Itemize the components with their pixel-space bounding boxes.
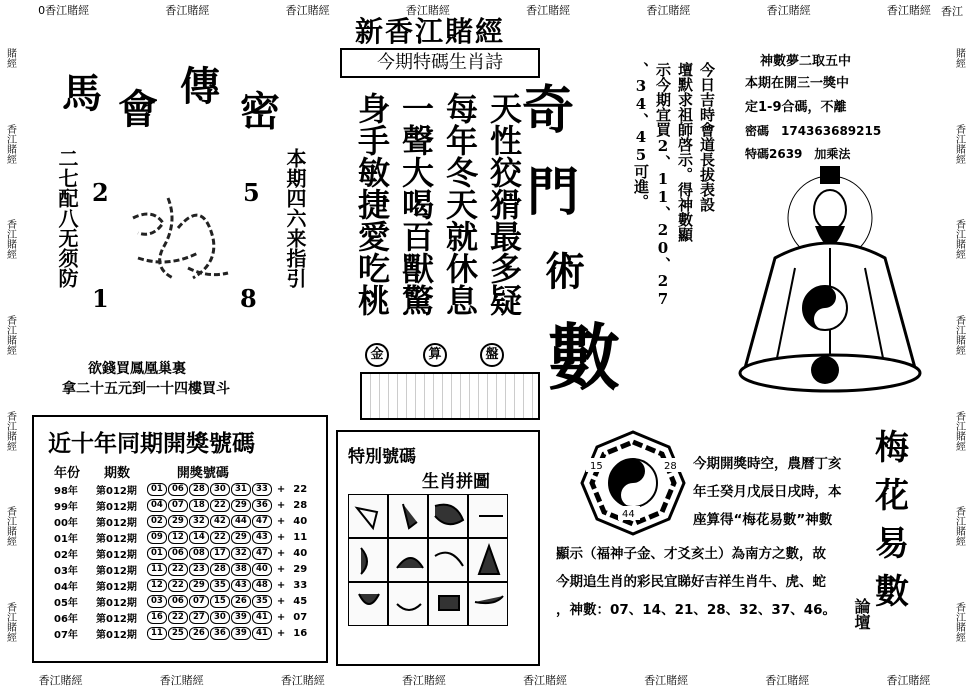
number-ball: 03	[147, 595, 167, 608]
info-line-3: 定1-9合碼，不離	[745, 100, 847, 115]
right-border	[949, 20, 969, 670]
plus-sign: +	[276, 499, 286, 511]
right-col-2: 壇默求祖師啓示。得神數顯	[676, 62, 694, 242]
subtitle-box: 今期特碼生肖詩	[340, 48, 540, 78]
row-numbers	[139, 545, 275, 561]
number-ball: 11	[147, 627, 167, 640]
plus-sign: +	[276, 547, 286, 559]
title-char-1: 馬	[62, 70, 102, 117]
number-ball: 06	[168, 483, 188, 496]
number-ball: 32	[189, 515, 209, 528]
qimen-char-1: 奇	[522, 81, 575, 141]
border-label: 香江賭經	[953, 410, 965, 451]
title-char-4: 密	[240, 88, 280, 135]
number-ball: 01	[147, 547, 167, 560]
row-numbers	[139, 529, 275, 545]
meihua-side-char-4: 數	[875, 572, 909, 612]
row-special: 22	[293, 483, 308, 495]
left-verse-2: 本期四六来指引	[283, 148, 307, 288]
plus-sign: +	[276, 563, 286, 575]
sage-figure-image	[725, 158, 935, 398]
left-border	[0, 20, 20, 670]
border-label: 香江賭經	[523, 674, 568, 687]
zodiac-cell-image	[388, 538, 428, 582]
number-ball: 29	[231, 499, 251, 512]
zodiac-cell-image	[428, 538, 468, 582]
table-row	[52, 577, 309, 593]
number-ball: 09	[147, 531, 167, 544]
plus-sign: +	[276, 531, 286, 543]
row-year: 04年	[54, 581, 78, 593]
meihua-line-4: 顯示（福神子金、才爻亥土）為南方之數，故	[556, 546, 826, 562]
number-2: 2	[92, 178, 109, 207]
number-ball: 30	[210, 483, 230, 496]
row-special: 16	[293, 627, 308, 639]
number-ball: 07	[168, 499, 188, 512]
number-1: 1	[92, 284, 109, 313]
number-ball: 39	[231, 611, 251, 624]
row-special: 40	[293, 547, 308, 559]
number-ball: 07	[189, 595, 209, 608]
zodiac-cell-image	[468, 494, 508, 538]
row-numbers	[139, 513, 275, 529]
border-label: 香江賭經	[644, 674, 689, 687]
row-issue: 第012期	[96, 565, 137, 577]
row-year: 98年	[54, 485, 78, 497]
border-label: 香江賭經	[4, 506, 16, 547]
forum-signature: 論壇	[852, 598, 871, 630]
left-verse-1: 二七配八无须防	[55, 148, 79, 288]
number-ball: 28	[210, 563, 230, 576]
number-5: 5	[243, 178, 260, 207]
zodiac-cell-image	[468, 582, 508, 626]
border-label: 香江賭經	[953, 602, 965, 643]
row-year: 02年	[54, 549, 78, 561]
header-issue: 期数	[104, 466, 131, 481]
number-ball: 29	[231, 531, 251, 544]
right-col-1: 今日吉時會道長拔表設	[698, 62, 716, 212]
poem-col-2: 每年冬天就休息	[441, 92, 479, 316]
border-label: 香江賭經	[766, 4, 811, 17]
number-ball: 04	[147, 499, 167, 512]
number-ball: 22	[210, 499, 230, 512]
special-panel	[336, 430, 540, 666]
plus-sign: +	[276, 483, 286, 495]
number-ball: 14	[189, 531, 209, 544]
row-issue: 第012期	[96, 597, 137, 609]
number-ball: 30	[210, 611, 230, 624]
zodiac-cell-image	[348, 494, 388, 538]
zodiac-cell-image	[428, 582, 468, 626]
page-title: 新香江賭經	[355, 15, 506, 48]
border-label: 香江賭經	[953, 219, 965, 260]
special-title-2: 生肖拼圖	[422, 472, 490, 492]
border-label: 香江賭經	[280, 674, 325, 687]
row-issue: 第012期	[96, 533, 137, 545]
number-ball: 42	[210, 515, 230, 528]
number-ball: 39	[231, 627, 251, 640]
border-label: 香江賭經	[886, 4, 931, 17]
number-ball: 38	[231, 563, 251, 576]
number-ball: 23	[189, 563, 209, 576]
number-ball: 18	[189, 499, 209, 512]
border-label: 香江賭經	[953, 506, 965, 547]
number-ball: 08	[189, 547, 209, 560]
number-ball: 35	[252, 595, 272, 608]
row-numbers	[139, 577, 275, 593]
number-ball: 40	[252, 563, 272, 576]
border-label: 香江賭經	[4, 314, 16, 355]
border-label: 香江賭經	[646, 4, 691, 17]
zodiac-cell-image	[388, 582, 428, 626]
border-label: 賭經	[4, 47, 16, 68]
header-year: 年份	[54, 466, 81, 481]
number-ball: 12	[147, 579, 167, 592]
number-ball: 31	[231, 483, 251, 496]
calligraphy-image	[118, 188, 238, 298]
abacus-char-2: 算	[423, 343, 447, 367]
meihua-line-5: 今期追生肖的彩民宜睇好吉祥生肖牛、虎、蛇	[556, 574, 826, 590]
number-ball: 22	[168, 579, 188, 592]
table-row	[52, 545, 309, 561]
plus-sign: +	[276, 627, 286, 639]
meihua-line-3: 座算得“梅花易數”神數	[693, 512, 833, 528]
info-line-2: 本期在開三一獎中	[745, 76, 850, 91]
border-label: 香江賭經	[405, 4, 450, 17]
number-ball: 22	[210, 531, 230, 544]
meihua-paragraph-top	[693, 450, 842, 534]
special-title-1: 特別號碼	[348, 447, 416, 467]
row-numbers	[139, 497, 275, 513]
abacus-image	[360, 372, 540, 420]
table-row	[52, 513, 309, 529]
meihua-paragraph-bottom	[556, 540, 836, 624]
row-special: 29	[293, 563, 308, 575]
table-row	[52, 561, 309, 577]
zodiac-cell-image	[348, 582, 388, 626]
row-special: 33	[293, 579, 308, 591]
qimen-char-3: 術	[545, 248, 585, 295]
number-ball: 22	[168, 563, 188, 576]
table-row	[52, 529, 309, 545]
bagua-image	[578, 428, 688, 538]
number-ball: 32	[231, 547, 251, 560]
number-8: 8	[240, 284, 257, 313]
left-line-2: 拿二十五元到一十四樓買斗	[62, 381, 230, 397]
plus-sign: +	[276, 579, 286, 591]
bagua-num-3: 44	[622, 509, 635, 520]
top-right-label: 香江	[941, 5, 963, 18]
row-issue: 第012期	[96, 581, 137, 593]
history-panel	[32, 415, 328, 663]
poem-col-3: 一聲大喝百獸驚	[397, 92, 435, 316]
number-ball: 47	[252, 547, 272, 560]
row-special: 45	[293, 595, 308, 607]
row-numbers	[139, 561, 275, 577]
row-numbers	[139, 625, 275, 641]
border-label: 香江賭經	[526, 4, 571, 17]
number-ball: 28	[189, 483, 209, 496]
poem-col-4: 身手敏捷愛吃桃	[353, 92, 391, 316]
info-line-4: 密碼 17436368921​5	[745, 124, 882, 138]
row-year: 05年	[54, 597, 78, 609]
number-ball: 06	[168, 547, 188, 560]
row-year: 01年	[54, 533, 78, 545]
border-label: 香江賭經	[4, 123, 16, 164]
meihua-side-char-3: 易	[875, 524, 909, 564]
header-numbers: 開獎號碼	[176, 466, 229, 481]
qimen-char-2: 門	[527, 163, 580, 223]
row-issue: 第012期	[96, 629, 137, 641]
meihua-line-1: 今期開獎時空，農曆丁亥	[693, 456, 842, 472]
border-label: 香江賭經	[4, 410, 16, 451]
number-ball: 47	[252, 515, 272, 528]
number-ball: 33	[252, 483, 272, 496]
meihua-line-6: ，神數：07、14、21、28、32、37、46。	[556, 602, 837, 618]
border-label: 香江賭經	[953, 314, 965, 355]
border-label: 香江賭經	[401, 674, 446, 687]
border-label: 香江賭經	[285, 4, 330, 17]
zodiac-puzzle-grid	[348, 494, 508, 626]
row-special: 11	[293, 531, 308, 543]
table-row	[52, 593, 309, 609]
abacus-char-3: 盤	[480, 343, 504, 367]
number-ball: 26	[189, 627, 209, 640]
bottom-border	[0, 670, 969, 690]
table-row	[52, 481, 309, 497]
border-label: 香江賭經	[159, 674, 204, 687]
title-char-3: 傳	[180, 63, 220, 110]
history-table	[52, 462, 309, 641]
number-ball: 44	[231, 515, 251, 528]
row-year: 00年	[54, 517, 78, 529]
qimen-char-4: 數	[548, 315, 621, 400]
zodiac-cell-image	[388, 494, 428, 538]
plus-sign: +	[276, 515, 286, 527]
border-label: 0香江賭經	[38, 4, 90, 17]
row-issue: 第012期	[96, 501, 137, 513]
zodiac-cell-image	[348, 538, 388, 582]
history-title: 近十年同期開獎號碼	[48, 430, 255, 457]
border-label: 賭經	[953, 47, 965, 68]
number-ball: 25	[168, 627, 188, 640]
bagua-num-1: 15	[590, 461, 603, 472]
number-ball: 48	[252, 579, 272, 592]
meihua-side-char-1: 梅	[875, 428, 909, 468]
abacus-char-1: 金	[365, 343, 389, 367]
number-ball: 27	[189, 611, 209, 624]
row-special: 40	[293, 515, 308, 527]
number-ball: 41	[252, 611, 272, 624]
border-label: 香江賭經	[165, 4, 210, 17]
row-issue: 第012期	[96, 613, 137, 625]
number-ball: 15	[210, 595, 230, 608]
number-ball: 06	[168, 595, 188, 608]
number-ball: 41	[252, 627, 272, 640]
row-issue: 第012期	[96, 485, 137, 497]
number-ball: 01	[147, 483, 167, 496]
table-row	[52, 497, 309, 513]
zodiac-cell-image	[428, 494, 468, 538]
row-year: 03年	[54, 565, 78, 577]
row-numbers	[139, 609, 275, 625]
row-special: 28	[293, 499, 308, 511]
plus-sign: +	[276, 611, 286, 623]
meihua-line-2: 年壬癸月戊辰日戌時，本	[693, 484, 842, 500]
row-numbers	[139, 481, 275, 497]
right-col-3: 示今期宜買2、11、20、27	[654, 62, 672, 308]
plus-sign: +	[276, 595, 286, 607]
number-ball: 26	[231, 595, 251, 608]
number-ball: 29	[168, 515, 188, 528]
number-ball: 29	[189, 579, 209, 592]
number-ball: 36	[210, 627, 230, 640]
number-ball: 22	[168, 611, 188, 624]
number-ball: 02	[147, 515, 167, 528]
number-ball: 43	[252, 531, 272, 544]
bagua-num-2: 28	[664, 461, 677, 472]
border-label: 香江賭經	[765, 674, 810, 687]
row-numbers	[139, 593, 275, 609]
row-issue: 第012期	[96, 517, 137, 529]
number-ball: 11	[147, 563, 167, 576]
number-ball: 36	[252, 499, 272, 512]
info-line-5: 特碼2639 加乘法	[745, 147, 851, 161]
number-ball: 43	[231, 579, 251, 592]
row-issue: 第012期	[96, 549, 137, 561]
border-label: 香江賭經	[4, 602, 16, 643]
border-label: 香江賭經	[38, 674, 83, 687]
row-year: 99年	[54, 501, 78, 513]
right-col-4: 、34、45可進。	[632, 62, 650, 209]
border-label: 香江賭經	[953, 123, 965, 164]
row-year: 07年	[54, 629, 78, 641]
poem-col-1: 天性狡猾最多疑	[485, 92, 523, 316]
info-line-1: 神數夢二取五中	[760, 54, 852, 69]
table-row	[52, 625, 309, 641]
left-line-1: 欲錢買鳳凰巢裏	[88, 361, 186, 377]
number-ball: 12	[168, 531, 188, 544]
table-row	[52, 609, 309, 625]
number-ball: 16	[147, 611, 167, 624]
border-label: 香江賭經	[886, 674, 931, 687]
meihua-side-title	[870, 424, 914, 616]
border-label: 香江賭經	[4, 219, 16, 260]
meihua-side-char-2: 花	[875, 476, 909, 516]
number-ball: 17	[210, 547, 230, 560]
row-year: 06年	[54, 613, 78, 625]
title-char-2: 會	[118, 86, 158, 133]
row-special: 07	[293, 611, 308, 623]
zodiac-cell-image	[468, 538, 508, 582]
number-ball: 35	[210, 579, 230, 592]
